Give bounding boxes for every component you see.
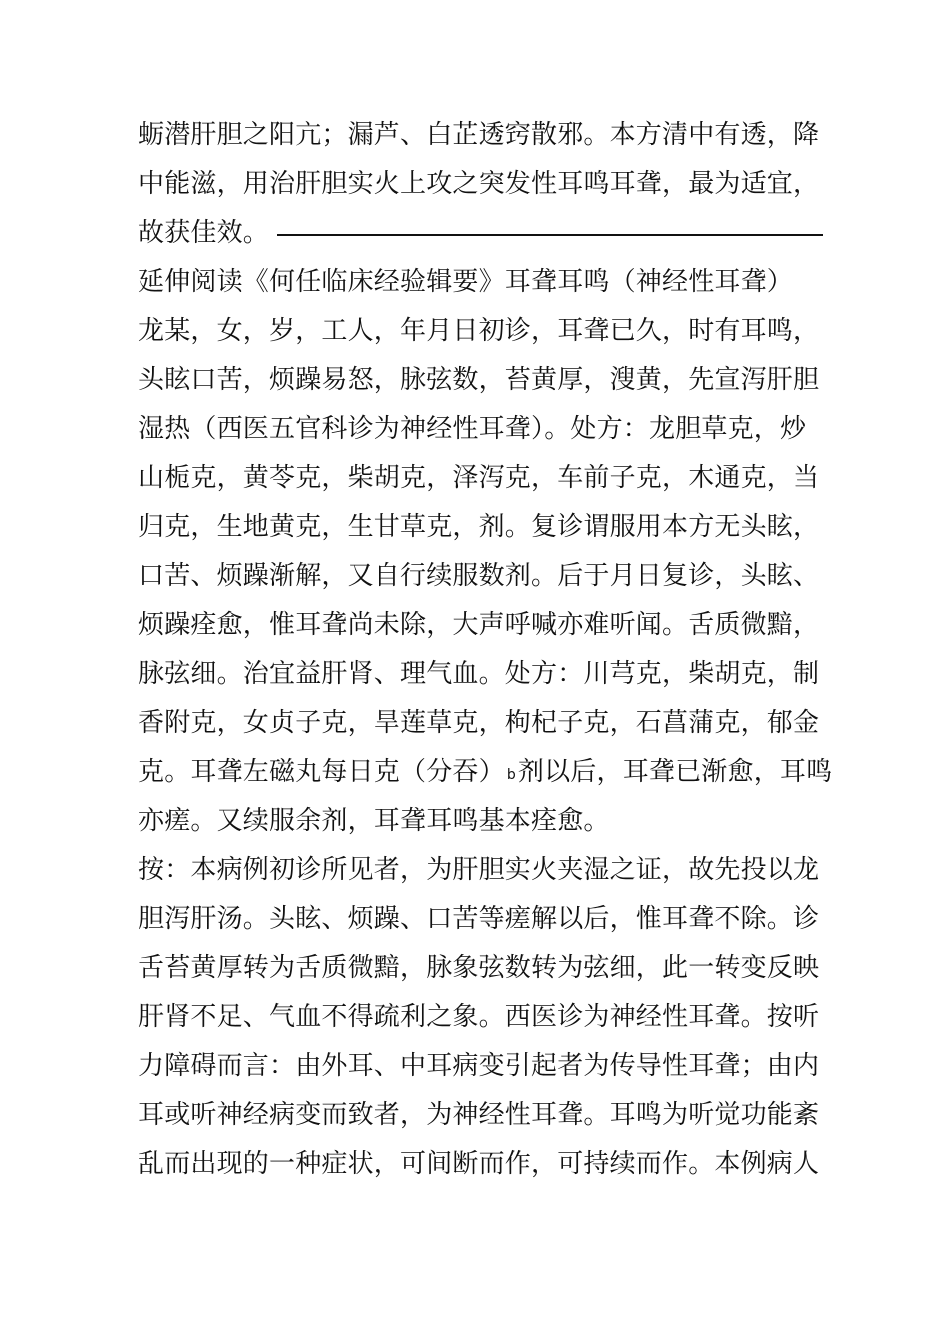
text-line: 乱而出现的一种症状，可间断而作，可持续而作。本例病人 — [138, 1149, 820, 1179]
text-line: 亦瘥。又续服余剂，耳聋耳鸣基本痊愈。 — [138, 806, 610, 836]
text-line: 归克，生地黄克，生甘草克，剂。复诊谓服用本方无头眩， — [138, 512, 820, 542]
text-line: 肝肾不足、气血不得疏利之象。西医诊为神经性耳聋。按听 — [138, 1002, 820, 1032]
text-line: 龙某，女，岁，工人，年月日初诊，耳聋已久，时有耳鸣， — [138, 316, 820, 346]
text-line-with-mark — [138, 748, 838, 797]
text-line: 力障碍而言：由外耳、中耳病变引起者为传导性耳聋；由内 — [138, 1051, 820, 1081]
commentary-line: 按：本病例初诊所见者，为肝胆实火夹湿之证，故先投以龙 — [138, 855, 820, 885]
text-line: 胆泻肝汤。头眩、烦躁、口苦等瘥解以后，惟耳聋不除。诊 — [138, 904, 820, 934]
document-body — [138, 111, 838, 1189]
text-line: 湿热（西医五官科诊为神经性耳聋）。处方：龙胆草克，炒 — [138, 414, 807, 444]
text-line-segment: 克。耳聋左磁丸每日克（分吞） — [138, 757, 505, 787]
horizontal-rule — [277, 234, 823, 236]
text-line: 故获佳效。 — [138, 218, 270, 248]
text-line: 口苦、烦躁渐解，又自行续服数剂。后于月日复诊，头眩、 — [138, 561, 820, 591]
extended-reading-heading: 延伸阅读《何任临床经验辑要》耳聋耳鸣（神经性耳聋） — [138, 267, 794, 297]
text-line-segment: 剂以后，耳聋已渐愈，耳鸣 — [517, 757, 833, 787]
text-line: 头眩口苦，烦躁易怒，脉弦数，苔黄厚，溲黄，先宣泻肝胆 — [138, 365, 820, 395]
text-line: 蛎潜肝胆之阳亢；漏芦、白芷透窍散邪。本方清中有透，降 — [138, 120, 820, 150]
text-line: 中能滋，用治肝胆实火上攻之突发性耳鸣耳聋，最为适宜， — [138, 169, 820, 199]
text-line: 耳或听神经病变而致者，为神经性耳聋。耳鸣为听觉功能紊 — [138, 1100, 820, 1130]
text-line: 山栀克，黄苓克，柴胡克，泽泻克，车前子克，木通克，当 — [138, 463, 820, 493]
small-mark: b — [506, 767, 516, 783]
text-line: 香附克，女贞子克，旱莲草克，枸杞子克，石菖蒲克，郁金 — [138, 708, 820, 738]
text-line-with-rule — [138, 209, 838, 258]
text-line: 舌苔黄厚转为舌质微黯，脉象弦数转为弦细，此一转变反映 — [138, 953, 820, 983]
text-line: 脉弦细。治宜益肝肾、理气血。处方：川芎克，柴胡克，制 — [138, 659, 820, 689]
text-line: 烦躁痊愈，惟耳聋尚未除，大声呼喊亦难听闻。舌质微黯， — [138, 610, 820, 640]
